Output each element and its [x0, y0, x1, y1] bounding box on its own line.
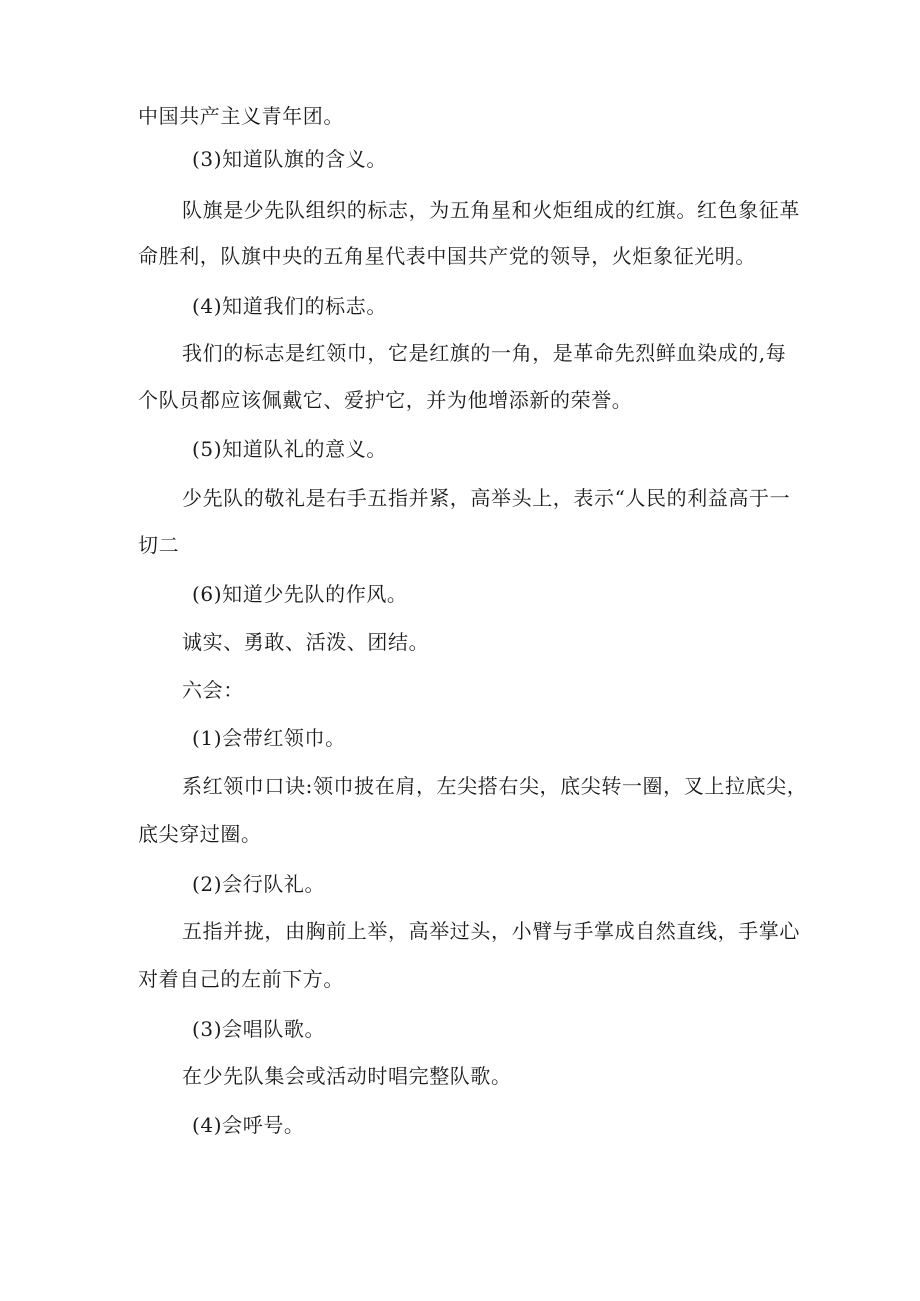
section-heading: 六会： [182, 678, 244, 702]
list-item-heading: (3)知道队旗的含义。 [192, 147, 387, 171]
text-line: 中国共产主义青年团。 [138, 104, 344, 128]
list-item-heading: (3)会唱队歌。 [192, 1017, 326, 1041]
list-item-heading: (6)知道少先队的作风。 [192, 582, 408, 606]
list-item-heading: (1)会带红领巾。 [192, 726, 346, 750]
paragraph-line: 个队员都应该佩戴它、爱护它，并为他增添新的荣誉。 [138, 388, 633, 412]
paragraph-line: 队旗是少先队组织的标志，为五角星和火炬组成的红旗。红色象征革 [182, 198, 800, 222]
paragraph-line: 我们的标志是红领巾，它是红旗的一角，是革命先烈鲜血染成的,每 [182, 341, 787, 365]
paragraph-line: 命胜利，队旗中央的五角星代表中国共产党的领导，火炬象征光明。 [138, 244, 756, 268]
paragraph-line: 五指并拢，由胸前上举，高举过头，小臂与手掌成自然直线，手掌心 [182, 919, 800, 943]
list-item-heading: (2)会行队礼。 [192, 872, 326, 896]
paragraph-line: 系红领巾口诀:领巾披在肩，左尖搭右尖，底尖转一圈，叉上拉底尖， [182, 774, 808, 798]
list-item-heading: (4)会呼号。 [192, 1113, 305, 1137]
list-item-heading: (4)知道我们的标志。 [192, 294, 387, 318]
paragraph-line: 底尖穿过圈。 [138, 822, 262, 846]
paragraph-line: 诚实、勇敢、活泼、团结。 [182, 630, 430, 654]
paragraph-line: 少先队的敬礼是右手五指并紧，高举头上，表示“人民的利益高于一 [182, 486, 791, 510]
paragraph-line: 对着自己的左前下方。 [138, 967, 344, 991]
list-item-heading: (5)知道队礼的意义。 [192, 437, 387, 461]
paragraph-line: 切二 [138, 533, 180, 557]
paragraph-line: 在少先队集会或活动时唱完整队歌。 [182, 1064, 512, 1088]
